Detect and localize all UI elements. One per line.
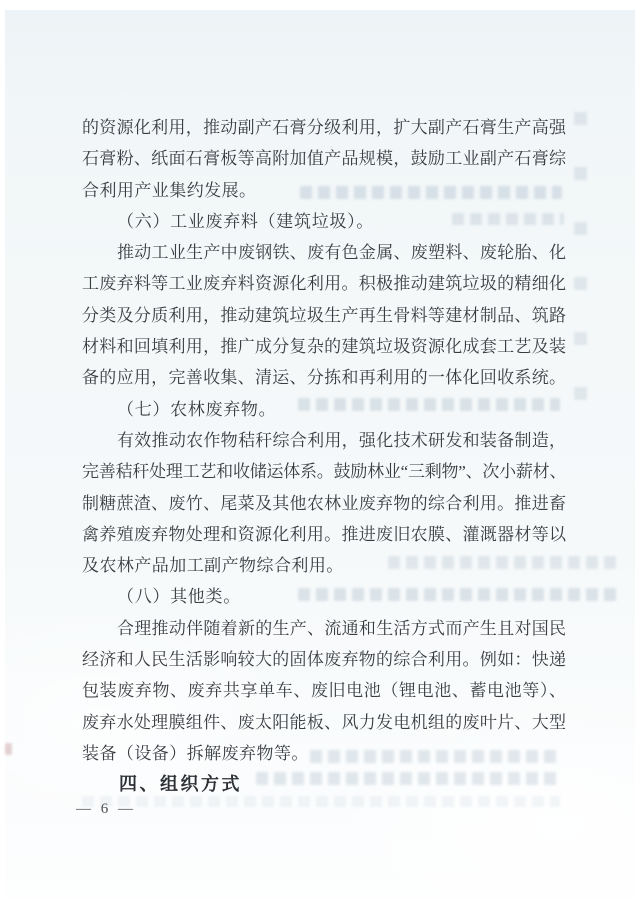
document-page: [5, 10, 635, 898]
section-heading-7: （七）农林废弃物。: [117, 399, 277, 419]
document-line: 废弃水处理膜组件、废太阳能板、风力发电机组的废叶片、大型: [82, 712, 566, 732]
document-line: 装备（设备）拆解废弃物等。: [82, 743, 309, 763]
document-line: 制糖蔗渣、废竹、尾菜及其他农林业废弃物的综合利用。推进畜: [82, 493, 566, 513]
document-line: 石膏粉、纸面石膏板等高附加值产品规模，鼓励工业副产石膏综: [82, 149, 566, 169]
document-line: 经济和人民生活影响较大的固体废弃物的综合利用。例如：快递: [82, 650, 566, 670]
section-heading-8: （八）其他类。: [117, 587, 241, 607]
bleedthrough-artifact: [574, 112, 587, 402]
document-line: 备的应用，完善收集、清运、分拣和再利用的一体化回收系统。: [82, 368, 566, 388]
document-line: 有效推动农作物秸秆综合利用，强化技术研发和装备制造，: [117, 430, 566, 450]
section-heading-6: （六）工业废弃料（建筑垃圾）。: [117, 211, 374, 231]
document-line: 禽养殖废弃物处理和资源化利用。推进废旧农膜、灌溉器材等以: [82, 524, 566, 544]
document-line: 完善秸秆处理工艺和收储运体系。鼓励林业“三剩物”、次小薪材、: [82, 462, 566, 482]
document-line: 材料和回填利用，推广成分复杂的建筑垃圾资源化成套工艺及装: [82, 337, 566, 357]
document-line: 的资源化利用，推动副产石膏分级利用，扩大副产石膏生产高强: [82, 118, 566, 137]
document-line: 合理推动伴随着新的生产、流通和生活方式而产生且对国民: [117, 618, 566, 638]
document-line: 工废弃料等工业废弃料资源化利用。积极推动建筑垃圾的精细化: [82, 274, 566, 294]
document-line: 推动工业生产中废钢铁、废有色金属、废塑料、废轮胎、化: [117, 243, 566, 263]
section-heading-4-organization: 四、组织方式: [119, 774, 242, 795]
document-line: 及农林产品加工副产物综合利用。: [82, 556, 344, 576]
document-line: 合利用产业集约发展。: [82, 180, 257, 200]
document-line: 包装废弃物、废弃共享单车、废旧电池（锂电池、蓄电池等）、: [82, 681, 566, 701]
page-number: — 6 —: [76, 801, 136, 817]
scan-speck: [5, 743, 12, 755]
document-text: [82, 112, 566, 801]
document-line: 分类及分质利用，推动建筑垃圾生产再生骨料等建材制品、筑路: [82, 305, 566, 325]
